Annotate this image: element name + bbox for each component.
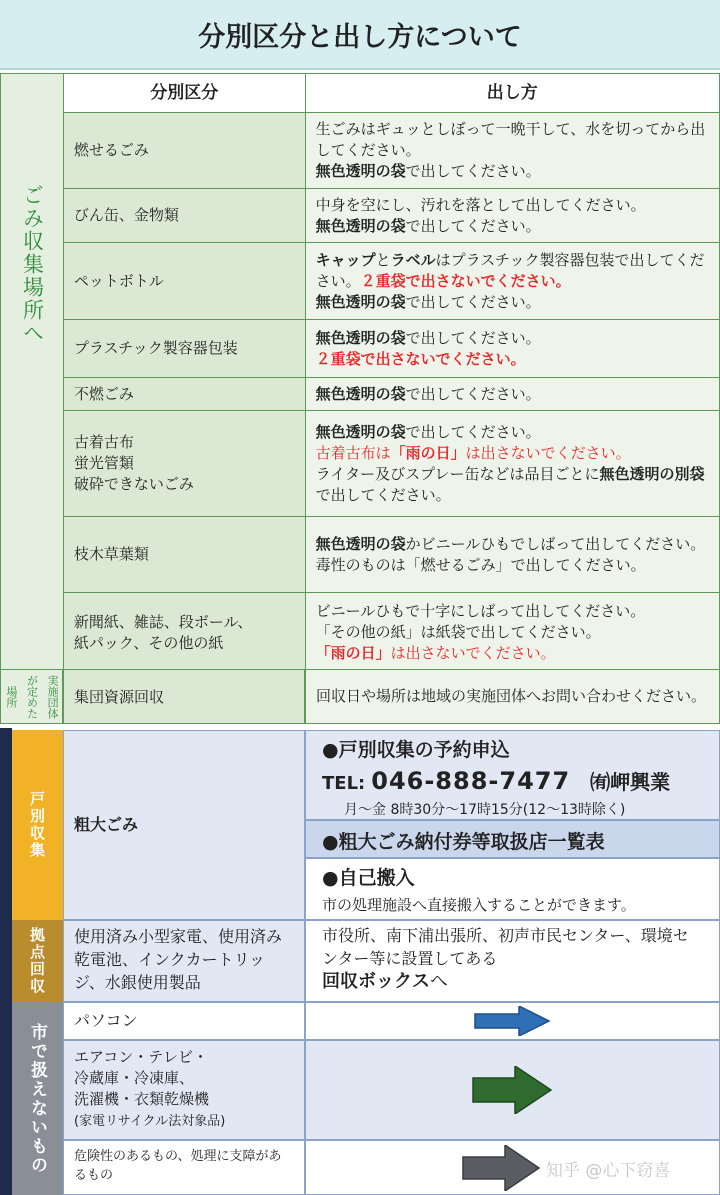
appliances-arrow-cell [305, 1040, 720, 1140]
category-branches: 枝木草葉類 [63, 517, 305, 593]
category-dangerous: 危険性のあるもの、処理に支障があるもの [63, 1140, 305, 1195]
reserve-title: ●戸別収集の予約申込 [322, 739, 510, 761]
reserve-block [305, 730, 720, 820]
ticket-title: ●粗大ごみ納付券等取扱店一覧表 [322, 831, 605, 853]
company-name: ㈲岬興業 [590, 770, 671, 794]
pc-arrow-cell [305, 1002, 720, 1040]
side-label-not-handled: 市で扱えないもの [12, 1002, 63, 1195]
method-pet-bottles: キャップとラベルはプラスチック製容器包装で出してください。２重袋で出さないでください。 無色透明の袋で出してください。 [305, 243, 719, 320]
arrow-right-green-icon [471, 1066, 555, 1114]
category-burnable: 燃せるごみ [63, 113, 305, 189]
category-plastic: プラスチック製容器包装 [63, 320, 305, 378]
method-group-collection: 回収日や場所は地域の実施団体へお問い合わせください。 [305, 669, 720, 724]
side-label-group: 実施団体 が定めた 場所 [0, 669, 63, 724]
side-label-collection-point: ごみ収集場所へ [20, 184, 45, 345]
category-group-collection: 集団資源回収 [63, 669, 305, 724]
method-bottles-cans: 中身を空にし、汚れを落として出してください。 無色透明の袋で出してください。 [305, 189, 719, 243]
category-textiles-etc: 古着古布 蛍光管類 破砕できないごみ [63, 411, 305, 517]
category-appliances: エアコン・テレビ・ 冷蔵庫・冷凍庫、 洗濯機・衣類乾燥機 (家電リサイクル法対象品) [63, 1040, 305, 1140]
category-pc: パソコン [63, 1002, 305, 1040]
watermark: 知乎 @心下窃喜 [546, 1161, 671, 1181]
category-bottles-cans: びん缶、金物類 [63, 189, 305, 243]
self-block [305, 858, 720, 920]
side-label-cell [1, 74, 64, 674]
method-plastic: 無色透明の袋で出してください。 ２重袋で出さないでください。 [305, 320, 719, 378]
category-pet-bottles: ペットボトル [63, 243, 305, 320]
header-method: 出し方 [305, 74, 719, 113]
arrow-right-gray-icon [461, 1145, 543, 1191]
arrow-right-blue-icon [473, 1006, 553, 1036]
category-small-appliances: 使用済み小型家電、使用済み乾電池、インクカートリッジ、水銀使用製品 [63, 920, 305, 1002]
group-collection-row [0, 669, 720, 724]
method-burnable: 生ごみはギュッとしぼって一晩干して、水を切ってから出してください。 無色透明の袋で出してください。 [305, 113, 719, 189]
category-non-burnable: 不燃ごみ [63, 378, 305, 411]
method-paper: ビニールひもで十字にしばって出してください。 「その他の紙」は紙袋で出してください。 「雨の日」は出さないでください。 [305, 593, 719, 673]
method-branches: 無色透明の袋かビニールひもでしばって出してください。 毒性のものは「燃せるごみ」で出してください。 [305, 517, 719, 593]
category-oversized: 粗大ごみ [63, 730, 305, 920]
tel-number[interactable]: 046-888-7477 [371, 767, 571, 795]
method-non-burnable: 無色透明の袋で出してください。 [305, 378, 719, 411]
side-label-door-to-door: 戸別収集 [12, 730, 63, 920]
page-title: 分別区分と出し方について [0, 0, 720, 70]
dangerous-arrow-cell [305, 1140, 720, 1195]
sorting-table [0, 73, 720, 674]
tel-prefix: TEL: [322, 773, 366, 794]
box-desc: 市役所、南下浦出張所、初声市民センター、環境センター等に設置してある 回収ボックスへ [305, 920, 720, 1002]
business-hours: 月～金 8時30分～17時15分(12～13時除く) [344, 802, 626, 818]
header-category: 分別区分 [63, 74, 305, 113]
self-desc: 市の処理施設へ直接搬入することができます。 [322, 896, 636, 914]
category-paper: 新聞紙、雑誌、段ボール、 紙パック、その他の紙 [63, 593, 305, 673]
self-title: ●自己搬入 [322, 867, 415, 889]
navy-edge [0, 728, 12, 1195]
ticket-block [305, 820, 720, 858]
method-textiles-etc: 無色透明の袋で出してください。 古着古布は「雨の日」は出さないでください。 ライター及びスプレー缶などは品目ごとに無色透明の別袋で出してください。 [305, 411, 719, 517]
side-label-drop-off: 拠点回収 [12, 920, 63, 1002]
